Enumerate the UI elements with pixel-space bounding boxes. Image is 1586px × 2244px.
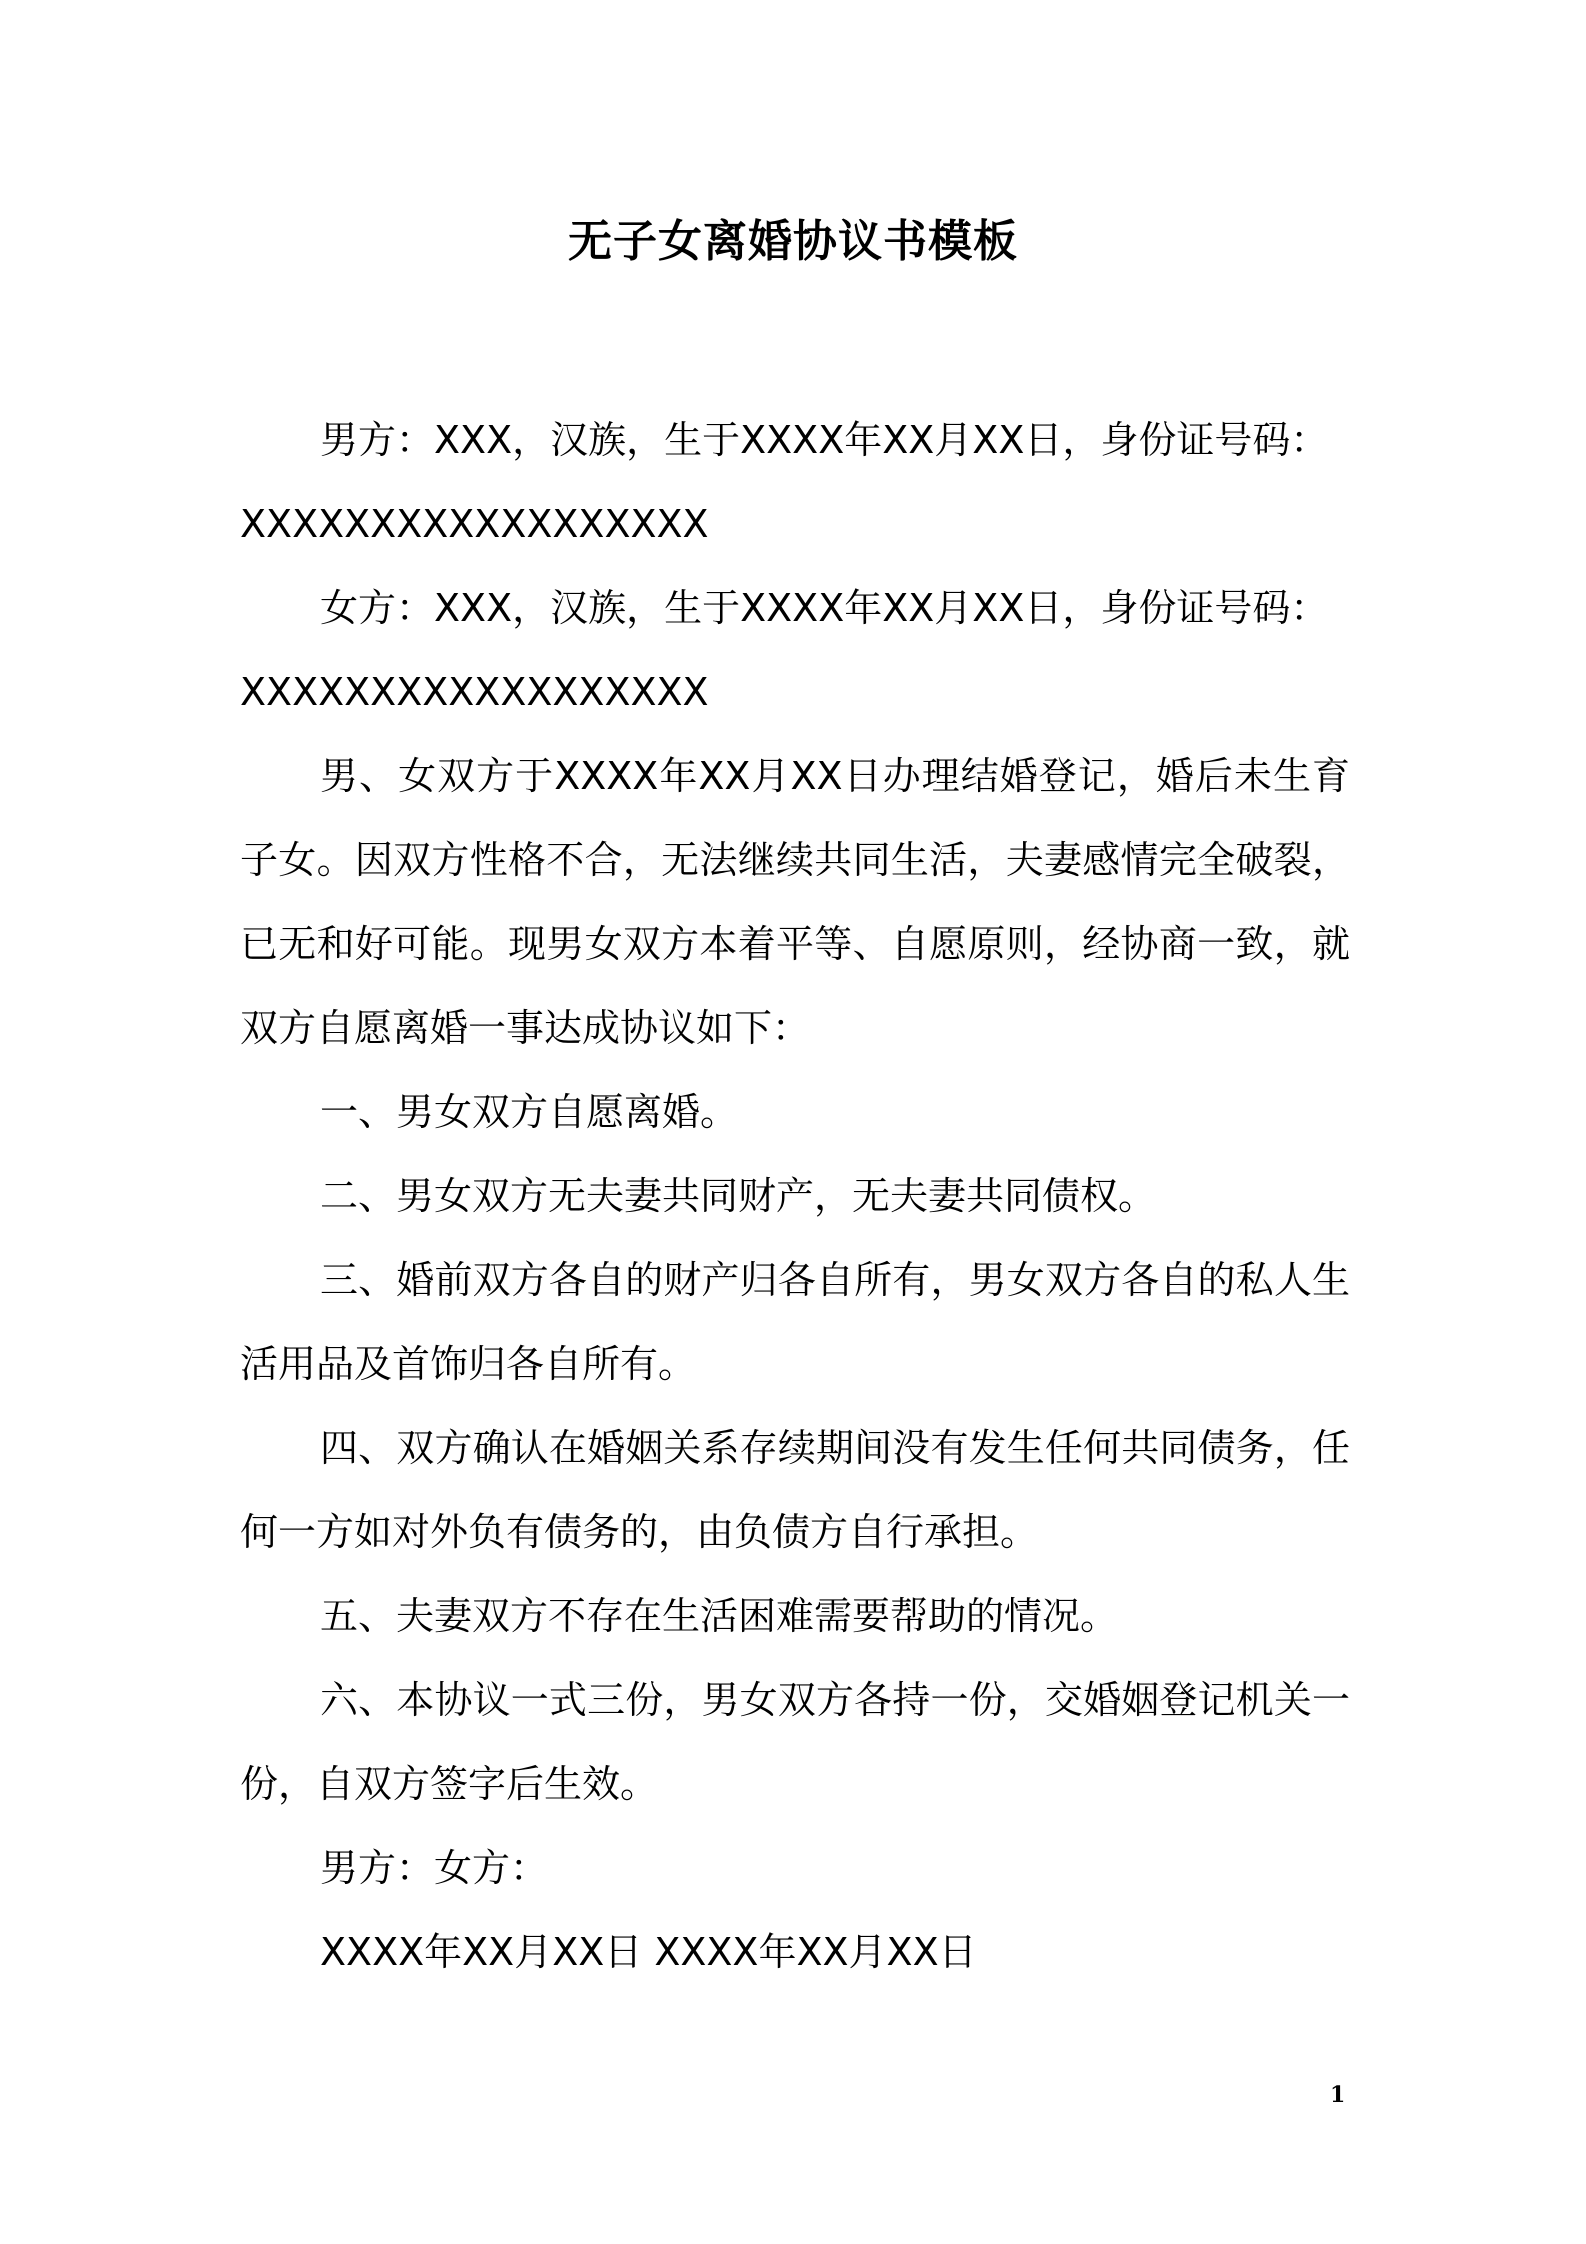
woman-id-number: XXXXXXXXXXXXXXXXXX [240,670,709,714]
page-number: 1 [1330,2082,1346,2108]
document-title: 无子女离婚协议书模板 [568,216,1018,267]
man-id-number: XXXXXXXXXXXXXXXXXX [240,502,709,546]
date-line: XXXX年XX月XX日 XXXX年XX月XX日 [320,1930,977,1974]
man-info-line: 男方：XXX，汉族，生于XXXX年XX月XX日，身份证号码： [320,418,1329,462]
intro-paragraph: 男、女双方于XXXX年XX月XX日办理结婚登记，婚后未生育子女。因双方性格不合，无法继续共同生活，夫妻感情完全破裂，已无和好可能。现男女双方本着平等、自愿原则，经协商一致，就双方自愿离婚一事达成协议如下： [240,754,1350,1050]
document-body [240,398,1350,1994]
signature-line: 男方：女方： [320,1846,549,1890]
woman-info-line: 女方：XXX，汉族，生于XXXX年XX月XX日，身份证号码： [320,586,1329,630]
clause-1: 一、男女双方自愿离婚。 [320,1090,739,1134]
clause-2: 二、男女双方无夫妻共同财产，无夫妻共同债权。 [320,1174,1157,1218]
clause-5: 五、夫妻双方不存在生活困难需要帮助的情况。 [320,1594,1119,1638]
clause-4: 四、双方确认在婚姻关系存续期间没有发生任何共同债务，任何一方如对外负有债务的，由负债方自行承担。 [240,1426,1350,1554]
clause-3: 三、婚前双方各自的财产归各自所有，男女双方各自的私人生活用品及首饰归各自所有。 [240,1258,1350,1386]
clause-6: 六、本协议一式三份，男女双方各持一份，交婚姻登记机关一份，自双方签字后生效。 [240,1678,1350,1806]
